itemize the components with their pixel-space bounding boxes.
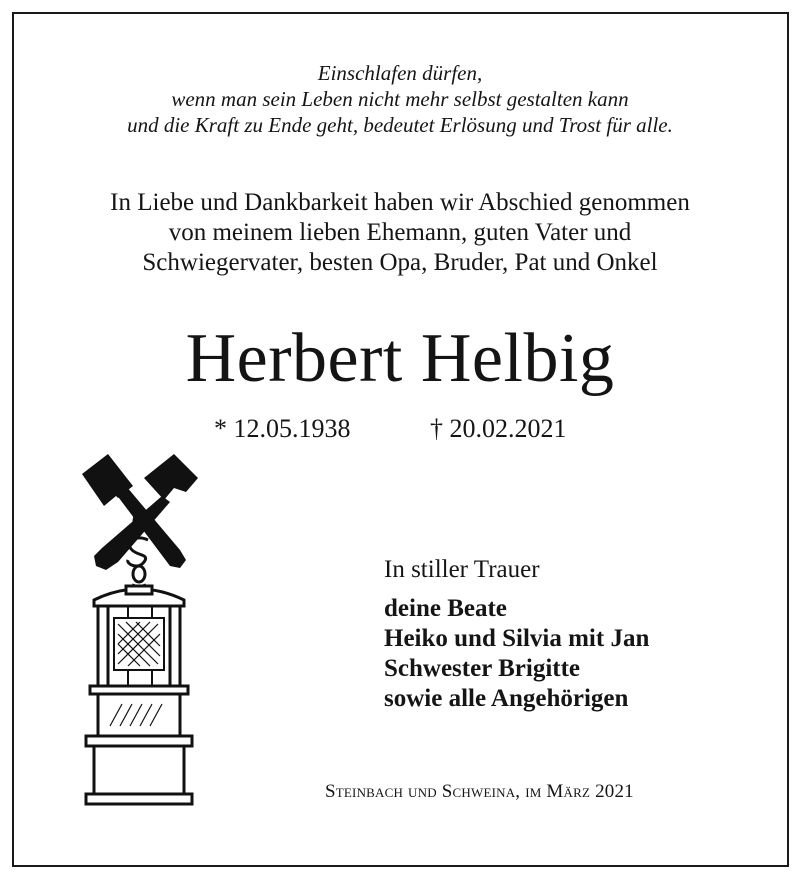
mourning-intro: In stiller Trauer bbox=[384, 556, 540, 583]
birth-date: * 12.05.1938 bbox=[214, 414, 351, 443]
quote-line: wenn man sein Leben nicht mehr selbst gestalten kann bbox=[171, 87, 629, 111]
intro-line: von meinem lieben Ehemann, guten Vater und bbox=[168, 219, 632, 246]
place-and-date: Steinbach und Schweina, im März 2021 bbox=[325, 781, 634, 802]
miners-lamp-with-hammer-and-pick-icon bbox=[78, 450, 203, 815]
mourner-item: sowie alle Angehörigen bbox=[384, 685, 629, 712]
intro-line: Schwiegervater, besten Opa, Bruder, Pat und Onkel bbox=[142, 249, 658, 276]
quote-line: Einschlafen dürfen, bbox=[317, 61, 483, 85]
deceased-name: Herbert Helbig bbox=[185, 320, 615, 397]
mourner-item: Schwester Brigitte bbox=[384, 655, 581, 682]
intro-text bbox=[0, 188, 800, 278]
death-date: † 20.02.2021 bbox=[430, 414, 567, 443]
mourners-list bbox=[384, 594, 649, 714]
quote-line: und die Kraft zu Ende geht, bedeutet Erlösung und Trost für alle. bbox=[127, 113, 673, 137]
quote-block bbox=[0, 60, 800, 138]
mourner-item: Heiko und Silvia mit Jan bbox=[384, 625, 650, 652]
mourner-item: deine Beate bbox=[384, 595, 507, 622]
intro-line: In Liebe und Dankbarkeit haben wir Abschied genommen bbox=[110, 189, 690, 216]
